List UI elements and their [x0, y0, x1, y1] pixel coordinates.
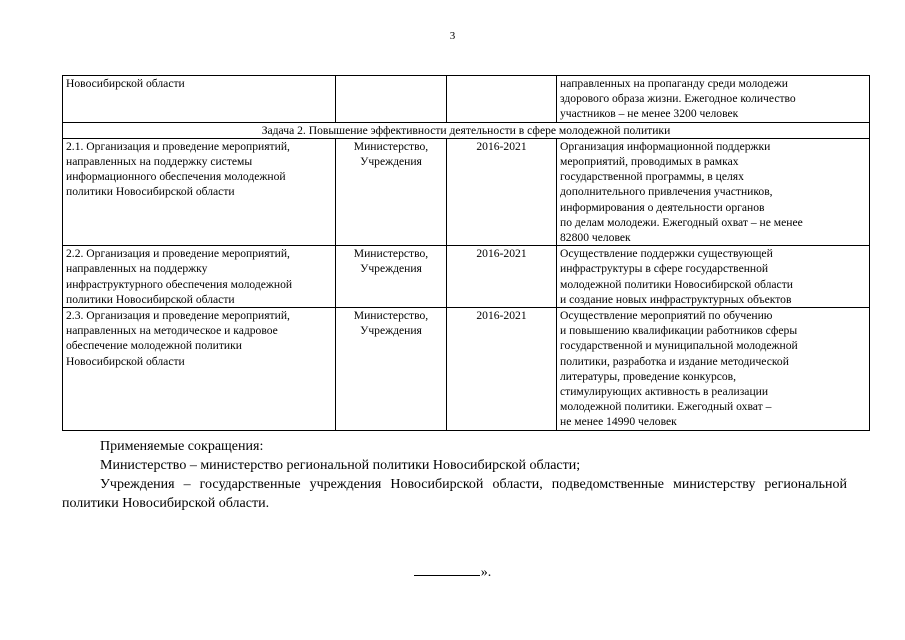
expected-result-line: Организация информационной поддержки — [560, 139, 771, 153]
table-row — [63, 308, 870, 431]
table-row-carryover — [63, 76, 870, 123]
expected-result-line: литературы, проведение конкурсов, — [560, 369, 737, 383]
measure-name-cell — [63, 308, 336, 431]
executors-cell — [336, 76, 447, 123]
abbreviation-ministry: Министерство – министерство региональной политики Новосибирской области; — [100, 458, 581, 473]
expected-result-line: мероприятий, проводимых в рамках — [560, 155, 739, 169]
expected-result-line: политики, разработка и издание методической — [560, 354, 789, 368]
executors-line: Министерство, — [353, 309, 429, 323]
abbreviations-heading: Применяемые сокращения: — [100, 439, 264, 454]
expected-result-line: направленных на пропаганду среди молодежи — [560, 77, 789, 90]
expected-result-line: 82800 человек — [560, 231, 631, 245]
expected-result-line: и повышению квалификации работников сферы — [560, 324, 798, 338]
period-cell — [447, 308, 557, 431]
executors-line: Учреждения — [360, 324, 422, 338]
executors-cell — [336, 308, 447, 431]
executors-line: Министерство, — [353, 139, 429, 153]
closing-quote: ». — [480, 565, 492, 580]
executors-line: Учреждения — [360, 262, 422, 276]
measure-name-cell — [63, 76, 336, 123]
executors-cell — [336, 246, 447, 308]
expected-result-line: участников – не менее 3200 человек — [560, 107, 739, 121]
page-number: 3 — [449, 30, 456, 42]
measure-name-cell — [63, 138, 336, 245]
expected-result-line: молодежной политики. Ежегодный охват – — [560, 400, 772, 414]
measure-name-line: 2.3. Организация и проведение мероприятий, — [66, 309, 290, 323]
table-row — [63, 138, 870, 245]
measure-name-cell — [63, 246, 336, 308]
expected-result-cell — [557, 76, 870, 123]
task-row — [63, 122, 870, 138]
executors-cell — [336, 138, 447, 245]
executors-line: Министерство, — [353, 247, 429, 261]
expected-result-line: Осуществление мероприятий по обучению — [560, 309, 773, 323]
closing-mark — [0, 563, 905, 581]
measure-name-line: Новосибирской области — [66, 354, 185, 368]
expected-result-cell — [557, 246, 870, 308]
measure-name-line: 2.2. Организация и проведение мероприятий, — [66, 247, 290, 261]
expected-result-line: по делам молодежи. Ежегодный охват – не менее — [560, 215, 803, 229]
period-cell — [447, 246, 557, 308]
measure-name-line: направленных на методическое и кадровое — [66, 324, 278, 338]
expected-result-line: не менее 14990 человек — [560, 415, 677, 429]
period-value: 2016-2021 — [476, 309, 527, 323]
expected-result-cell — [557, 138, 870, 245]
measure-name-line: Новосибирской области — [66, 77, 185, 90]
expected-result-line: молодежной политики Новосибирской области — [560, 277, 793, 291]
expected-result-cell — [557, 308, 870, 431]
abbreviation-institutions: Учреждения – государственные учреждения Новосибирской области, подведомственные министерству региональной политики Новосибирской области. — [62, 477, 847, 511]
measure-name-line: политики Новосибирской области — [66, 292, 235, 306]
expected-result-line: стимулирующих активность в реализации — [560, 385, 769, 399]
measure-name-line: 2.1. Организация и проведение мероприятий, — [66, 139, 290, 153]
period-cell — [447, 76, 557, 123]
measure-name-line: направленных на поддержку системы — [66, 155, 253, 169]
period-value: 2016-2021 — [476, 139, 527, 153]
expected-result-line: государственной и муниципальной молодежной — [560, 339, 798, 353]
expected-result-line: дополнительного привлечения участников, — [560, 185, 773, 199]
measures-table — [62, 75, 870, 431]
measure-name-line: инфраструктурного обеспечения молодежной — [66, 277, 293, 291]
executors-line: Учреждения — [360, 155, 422, 169]
measure-name-line: направленных на поддержку — [66, 262, 208, 276]
expected-result-line: инфраструктуры в сфере государственной — [560, 262, 769, 276]
expected-result-line: Осуществление поддержки существующей — [560, 247, 773, 261]
period-value: 2016-2021 — [476, 247, 527, 261]
expected-result-line: информирования о деятельности органов — [560, 200, 765, 214]
abbreviations-notes — [62, 437, 847, 513]
expected-result-line: здорового образа жизни. Ежегодное количество — [560, 92, 796, 106]
period-cell — [447, 138, 557, 245]
measure-name-line: политики Новосибирской области — [66, 185, 235, 199]
measure-name-line: обеспечение молодежной политики — [66, 339, 242, 353]
expected-result-line: государственной программы, в целях — [560, 170, 744, 184]
table-row — [63, 246, 870, 308]
measure-name-line: информационного обеспечения молодежной — [66, 170, 286, 184]
blank-underline — [414, 563, 480, 576]
task-title: Задача 2. Повышение эффективности деятельности в сфере молодежной политики — [63, 122, 870, 138]
expected-result-line: и создание новых инфраструктурных объектов — [560, 292, 792, 306]
